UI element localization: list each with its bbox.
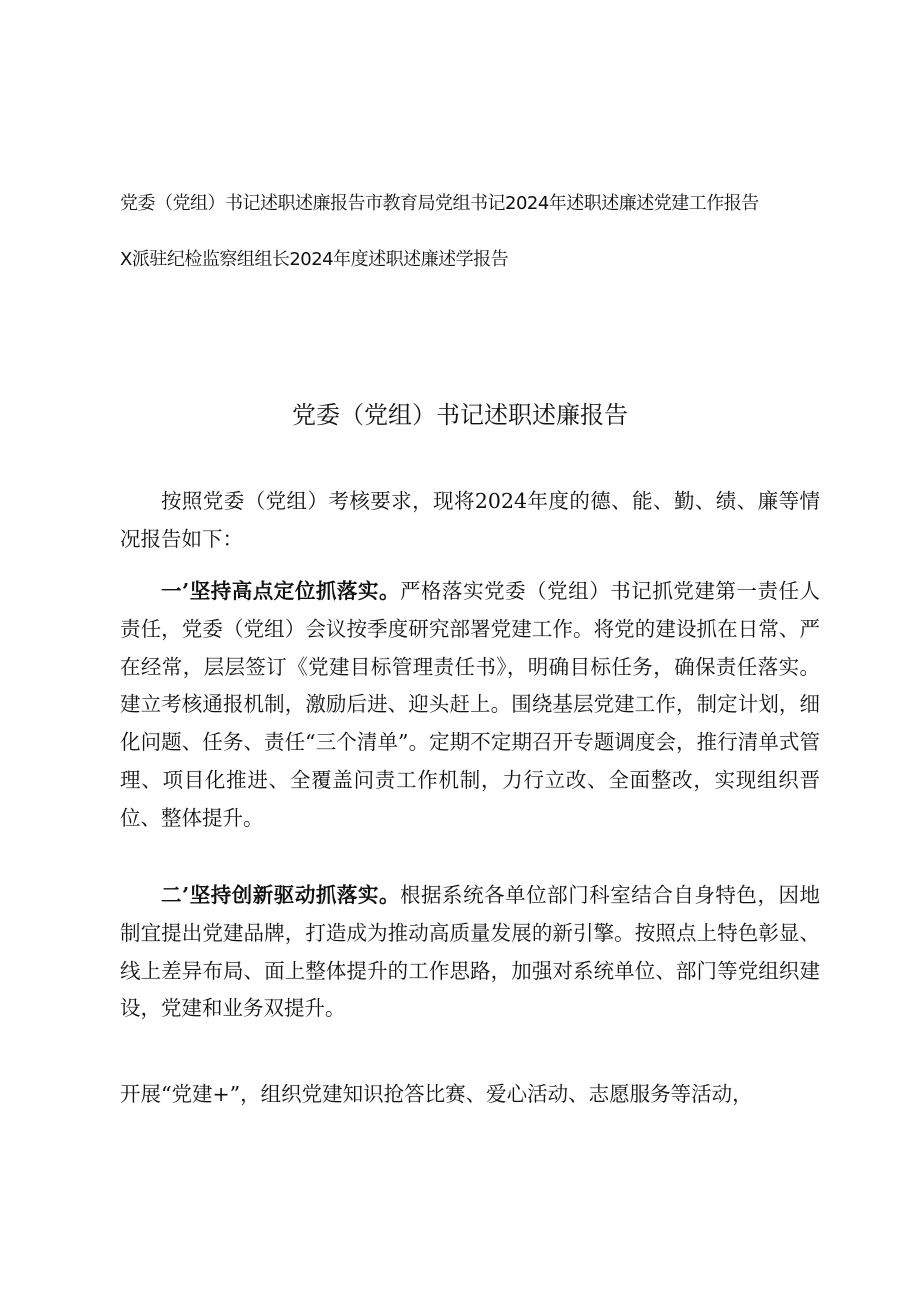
intro-paragraph <box>120 483 820 559</box>
section-two-body: 根据系统各单位部门科室结合自身特色，因地制宜提出党建品牌，打造成为推动高质量发展的新引擎。按照点上特色彰显、线上差异布局、面上整体提升的工作思路，加强对系统单位、部门等党组织建设，党建和业务双提升。 <box>120 883 821 1021</box>
toc-line-2: X派驻纪检监察组组长2024年度述职述廉述学报告 <box>120 249 509 270</box>
section-one-heading: 一’坚持高点定位抓落实。 <box>161 579 400 603</box>
intro-text: 按照党委（党组）考核要求，现将2024年度的德、能、勤、绩、廉等情况报告如下： <box>120 489 820 551</box>
section-one-body: 严格落实党委（党组）书记抓党建第一责任人责任，党委（党组）会议按季度研究部署党建工作。将党的建设抓在日常、严在经常，层层签订《党建目标管理责任书》，明确目标任务，确保责任落实。建立考核通报机制，激励后进、迎头赶上。围绕基层党建工作，制定计划，细化问题、任务、责任“三个清单”。定期不定期召开专题调度会，推行清单式管理、项目化推进、全覆盖问责工作机制，力行立改、全面整改，实现组织晋位、整体提升。 <box>120 579 821 830</box>
continuation-paragraph <box>120 1076 820 1114</box>
section-two-paragraph <box>120 877 820 1028</box>
toc-line-1: 党委（党组）书记述职述廉报告市教育局党组书记2024年述职述廉述党建工作报告 <box>120 193 759 214</box>
section-one-paragraph <box>120 573 820 838</box>
document-title: 党委（党组）书记述职述廉报告 <box>292 401 628 429</box>
section-two-heading: 二’坚持创新驱动抓落实。 <box>161 883 400 907</box>
continuation-text: 开展“党建+”，组织党建知识抢答比赛、爱心活动、志愿服务等活动， <box>120 1082 753 1106</box>
